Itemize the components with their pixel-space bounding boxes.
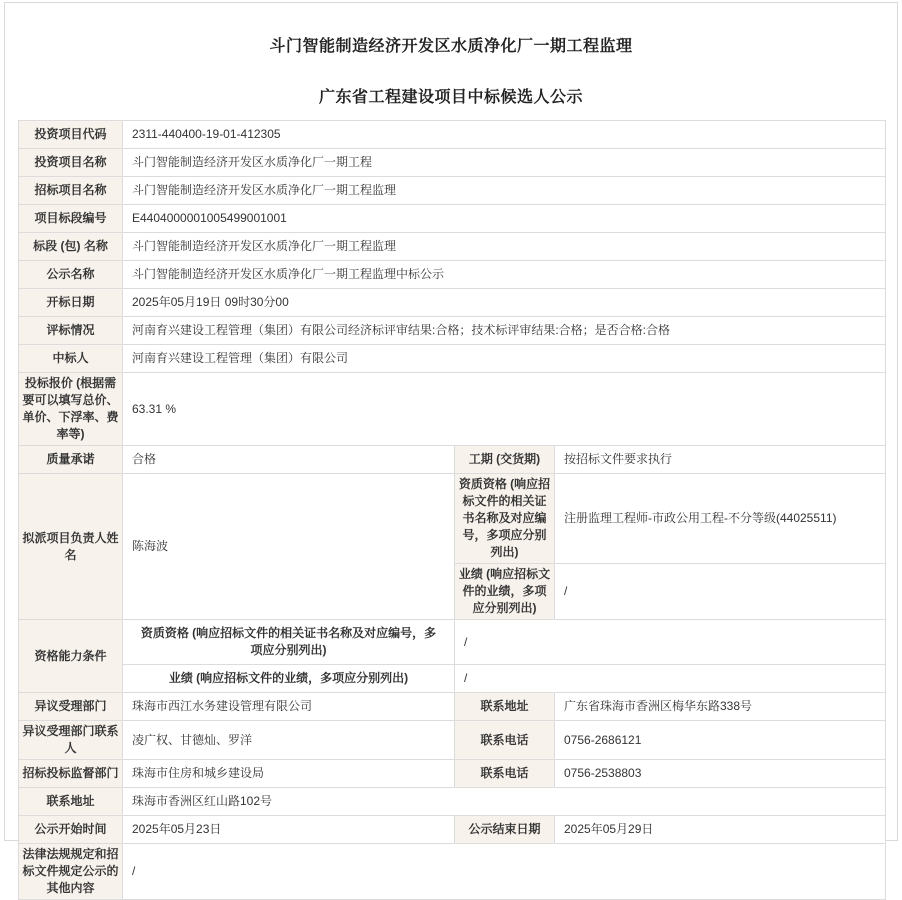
table-row <box>19 121 886 149</box>
notice-name-value: 斗门智能制造经济开发区水质净化厂一期工程监理中标公示 <box>123 261 886 289</box>
leader-value: 陈海波 <box>123 474 455 620</box>
notice-end-label: 公示结束日期 <box>455 816 555 844</box>
leader-qualification-label: 资质资格 (响应招标文件的相关证书名称及对应编号，多项应分别列出) <box>455 474 555 564</box>
table-row <box>19 345 886 373</box>
quality-label: 质量承诺 <box>19 446 123 474</box>
qual-ability-achievement-label: 业绩 (响应招标文件的业绩，多项应分别列出) <box>123 665 455 693</box>
table-row <box>19 844 886 900</box>
quality-value: 合格 <box>123 446 455 474</box>
invest-code-label: 投资项目代码 <box>19 121 123 149</box>
contact-address-2-label: 联系地址 <box>19 788 123 816</box>
table-row <box>19 205 886 233</box>
table-row <box>19 373 886 446</box>
invest-name-value: 斗门智能制造经济开发区水质净化厂一期工程 <box>123 149 886 177</box>
tender-name-value: 斗门智能制造经济开发区水质净化厂一期工程监理 <box>123 177 886 205</box>
duration-value: 按招标文件要求执行 <box>555 446 886 474</box>
table-row <box>19 665 886 693</box>
tender-name-label: 招标项目名称 <box>19 177 123 205</box>
section-name-value: 斗门智能制造经济开发区水质净化厂一期工程监理 <box>123 233 886 261</box>
eval-result-label: 评标情况 <box>19 317 123 345</box>
section-code-value: E4404000001005499001001 <box>123 205 886 233</box>
contact-phone-2-label: 联系电话 <box>455 760 555 788</box>
table-row <box>19 317 886 345</box>
notice-name-label: 公示名称 <box>19 261 123 289</box>
announcement-panel <box>4 2 898 895</box>
contact-address-1-value: 广东省珠海市香洲区梅华东路338号 <box>555 693 886 721</box>
qual-ability-achievement-value: / <box>455 665 886 693</box>
table-row <box>19 721 886 760</box>
leader-qualification-value: 注册监理工程师-市政公用工程-不分等级(44025511) <box>555 474 886 564</box>
invest-name-label: 投资项目名称 <box>19 149 123 177</box>
eval-result-value: 河南育兴建设工程管理（集团）有限公司经济标评审结果:合格；技术标评审结果:合格；是否合格:合格 <box>123 317 886 345</box>
leader-label: 拟派项目负责人姓名 <box>19 474 123 620</box>
bid-price-label: 投标报价 (根据需要可以填写总价、单价、下浮率、费率等) <box>19 373 123 446</box>
winner-value: 河南育兴建设工程管理（集团）有限公司 <box>123 345 886 373</box>
table-row <box>19 289 886 317</box>
qual-ability-qualification-label: 资质资格 (响应招标文件的相关证书名称及对应编号，多项应分别列出) <box>123 620 455 665</box>
contact-phone-2-value: 0756-2538803 <box>555 760 886 788</box>
qual-ability-qualification-value: / <box>455 620 886 665</box>
objection-contacts-label: 异议受理部门联系人 <box>19 721 123 760</box>
table-row <box>19 474 886 564</box>
notice-start-value: 2025年05月23日 <box>123 816 455 844</box>
section-code-label: 项目标段编号 <box>19 205 123 233</box>
bid-price-value: 63.31 % <box>123 373 886 446</box>
page-subtitle: 广东省工程建设项目中标候选人公示 <box>318 89 583 106</box>
contact-address-1-label: 联系地址 <box>455 693 555 721</box>
table-row <box>19 693 886 721</box>
table-row <box>19 149 886 177</box>
announcement-table <box>18 120 886 900</box>
winner-label: 中标人 <box>19 345 123 373</box>
table-row <box>19 620 886 665</box>
invest-code-value: 2311-440400-19-01-412305 <box>123 121 886 149</box>
section-name-label: 标段 (包) 名称 <box>19 233 123 261</box>
objection-dept-value: 珠海市西江水务建设管理有限公司 <box>123 693 455 721</box>
duration-label: 工期 (交货期) <box>455 446 555 474</box>
other-content-value: / <box>123 844 886 900</box>
objection-dept-label: 异议受理部门 <box>19 693 123 721</box>
notice-end-value: 2025年05月29日 <box>555 816 886 844</box>
table-row <box>19 446 886 474</box>
objection-contacts-value: 凌广权、甘德灿、罗洋 <box>123 721 455 760</box>
contact-phone-1-label: 联系电话 <box>455 721 555 760</box>
bid-open-date-label: 开标日期 <box>19 289 123 317</box>
leader-achievement-label: 业绩 (响应招标文件的业绩，多项应分别列出) <box>455 564 555 620</box>
bid-open-date-value: 2025年05月19日 09时30分00 <box>123 289 886 317</box>
table-row <box>19 233 886 261</box>
qual-ability-label: 资格能力条件 <box>19 620 123 693</box>
table-row <box>19 760 886 788</box>
leader-achievement-value: / <box>555 564 886 620</box>
table-row <box>19 177 886 205</box>
other-content-label: 法律法规规定和招标文件规定公示的其他内容 <box>19 844 123 900</box>
table-row <box>19 788 886 816</box>
contact-address-2-value: 珠海市香洲区红山路102号 <box>123 788 886 816</box>
table-row <box>19 816 886 844</box>
supervision-dept-value: 珠海市住房和城乡建设局 <box>123 760 455 788</box>
page-title: 斗门智能制造经济开发区水质净化厂一期工程监理 <box>269 38 633 55</box>
table-row <box>19 261 886 289</box>
notice-start-label: 公示开始时间 <box>19 816 123 844</box>
supervision-dept-label: 招标投标监督部门 <box>19 760 123 788</box>
contact-phone-1-value: 0756-2686121 <box>555 721 886 760</box>
